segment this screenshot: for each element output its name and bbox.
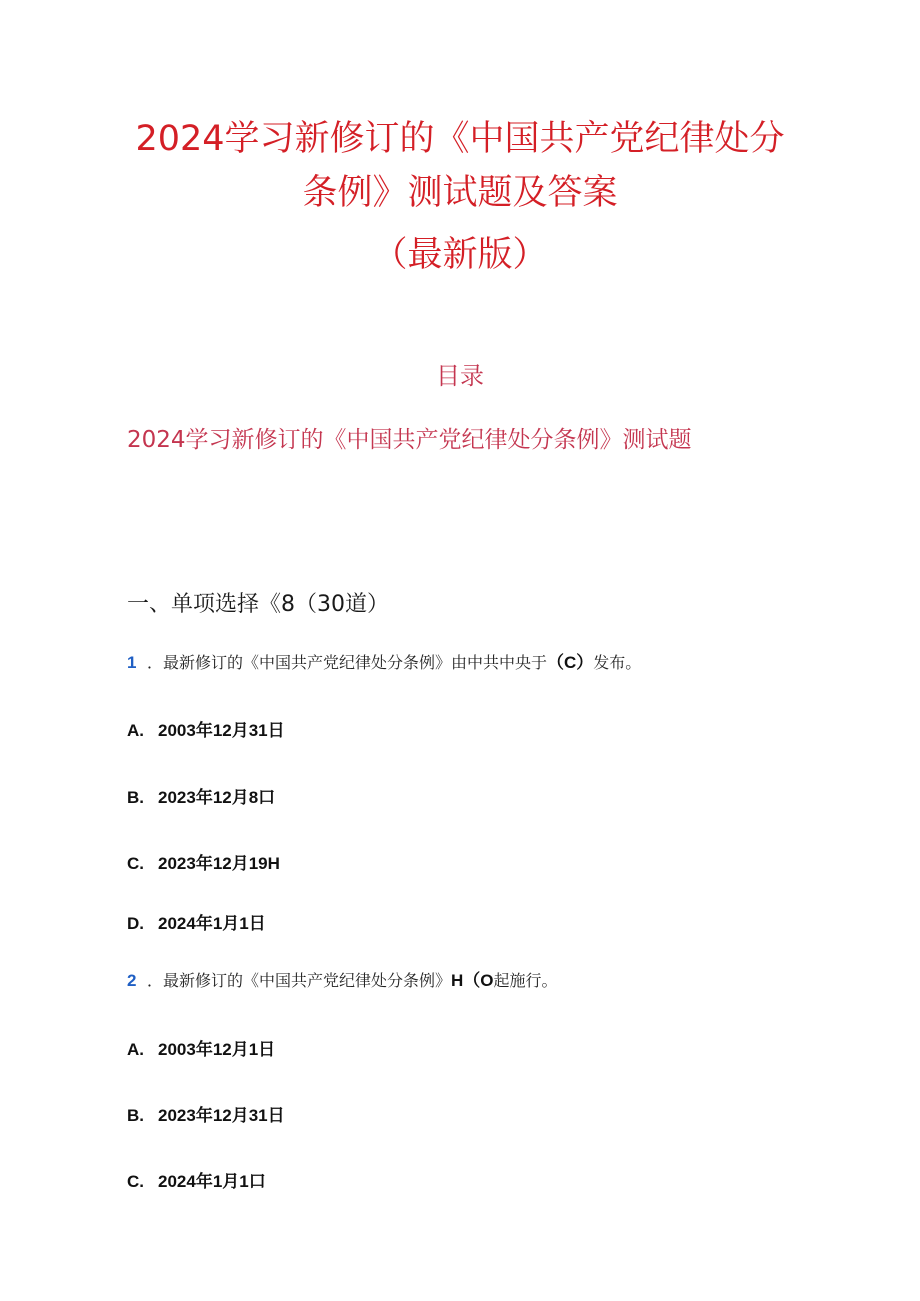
- option-text: 2023年12月8口: [158, 788, 276, 807]
- document-title: [0, 112, 920, 282]
- option-1a: [127, 719, 285, 743]
- question-number: 2: [127, 971, 137, 990]
- title-line-1: 2024学习新修订的《中国共产党纪律处分: [135, 119, 785, 159]
- question-text: ．最新修订的《中国共产党纪律处分条例》: [147, 971, 452, 990]
- option-letter: D.: [127, 914, 144, 933]
- option-text: 2003年12月1日: [158, 1040, 276, 1059]
- option-letter: C.: [127, 854, 144, 873]
- question-answer: H（O: [451, 971, 494, 990]
- option-text: 2023年12月31日: [158, 1106, 285, 1125]
- option-1d: [127, 912, 266, 936]
- option-2c: [127, 1170, 266, 1194]
- option-1b: [127, 786, 275, 810]
- option-1c: [127, 852, 280, 876]
- toc-heading: 目录: [436, 362, 484, 390]
- option-2b: [127, 1104, 285, 1128]
- option-letter: B.: [127, 788, 144, 807]
- question-answer: （C）: [547, 653, 594, 672]
- option-text: 2024年1月1口: [158, 1172, 266, 1191]
- question-2: [127, 969, 558, 993]
- option-letter: A.: [127, 1040, 144, 1059]
- option-text: 2003年12月31日: [158, 721, 285, 740]
- question-text-end: 发布。: [593, 653, 642, 672]
- question-text-end: 起施行。: [493, 971, 558, 990]
- option-2a: [127, 1038, 275, 1062]
- title-line-3: （最新版）: [372, 235, 548, 275]
- option-text: 2023年12月19H: [158, 854, 280, 873]
- question-number: 1: [127, 653, 137, 672]
- question-1: [127, 651, 641, 675]
- title-line-2: 条例》测试题及答案: [302, 173, 618, 213]
- option-letter: A.: [127, 721, 144, 740]
- option-letter: C.: [127, 1172, 144, 1191]
- toc-entry-link[interactable]: 2024学习新修订的《中国共产党纪律处分条例》测试题: [127, 427, 692, 453]
- option-text: 2024年1月1日: [158, 914, 266, 933]
- section-heading: 一、单项选择《8（30道）: [127, 592, 389, 617]
- option-letter: B.: [127, 1106, 144, 1125]
- question-text: ．最新修订的《中国共产党纪律处分条例》由中共中央于: [147, 653, 548, 672]
